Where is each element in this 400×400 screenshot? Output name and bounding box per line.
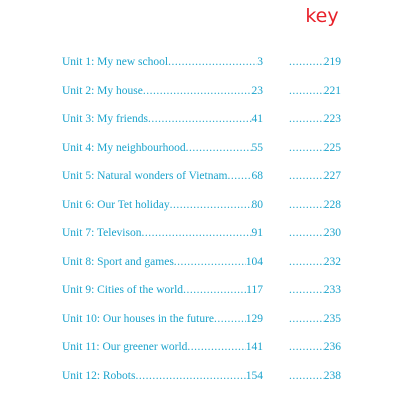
- dot-leader: [228, 166, 252, 186]
- unit-page-number: 104: [245, 255, 263, 268]
- toc-row-unit-10[interactable]: [62, 309, 352, 329]
- key-page-number: 228: [323, 198, 341, 211]
- unit-title: Unit 2: My house: [62, 84, 143, 97]
- unit-page-number: 41: [251, 113, 263, 125]
- toc-row-unit-11[interactable]: [62, 337, 352, 357]
- toc-entry: [62, 138, 263, 158]
- key-page-number: 225: [323, 141, 341, 154]
- unit-title: Unit 10: Our houses in the future: [62, 312, 215, 325]
- unit-title: Unit 8: Sport and games: [62, 255, 174, 268]
- key-entry: [289, 52, 341, 72]
- dot-leader: [289, 309, 324, 329]
- key-entry: [289, 309, 341, 329]
- dot-leader: [289, 138, 324, 158]
- key-entry: [289, 252, 341, 272]
- key-page-number: 235: [323, 312, 341, 325]
- key-page-number: 230: [323, 227, 341, 239]
- unit-page-number: 23: [251, 84, 263, 97]
- toc-entry: [62, 252, 263, 272]
- key-entry: [289, 195, 341, 215]
- toc-entry: [62, 366, 263, 386]
- key-page-number: 227: [323, 170, 341, 182]
- unit-title: Unit 1: My new school: [62, 56, 169, 68]
- key-page-number: 223: [323, 113, 341, 125]
- dot-leader: [186, 138, 252, 158]
- toc-row-unit-4[interactable]: [62, 138, 352, 158]
- key-entry: [289, 166, 341, 186]
- dot-leader: [170, 195, 252, 215]
- unit-page-number: 91: [251, 227, 263, 239]
- dot-leader: [289, 223, 324, 243]
- unit-title: Unit 4: My neighbourhood: [62, 141, 186, 154]
- key-entry: [289, 337, 341, 357]
- toc-entry: [62, 195, 263, 215]
- key-page-number: 238: [323, 369, 341, 382]
- unit-title: Unit 9: Cities of the world: [62, 284, 184, 296]
- key-page-number: 221: [323, 84, 341, 97]
- dot-leader: [289, 52, 324, 72]
- toc-row-unit-2[interactable]: [62, 81, 352, 101]
- key-page-number: 236: [323, 341, 341, 353]
- unit-page-number: 129: [245, 312, 263, 325]
- toc-entry: [62, 337, 263, 357]
- dot-leader: [289, 337, 324, 357]
- dot-leader: [289, 166, 324, 186]
- toc-row-unit-8[interactable]: [62, 252, 352, 272]
- dot-leader: [135, 366, 245, 386]
- dot-leader: [148, 109, 252, 129]
- key-page-number: 219: [323, 56, 341, 68]
- dot-leader: [183, 280, 246, 300]
- dot-leader: [289, 280, 324, 300]
- toc-entry: [62, 52, 263, 72]
- key-page-number: 233: [323, 284, 341, 296]
- unit-title: Unit 6: Our Tet holiday: [62, 198, 170, 211]
- dot-leader: [214, 309, 246, 329]
- unit-page-number: 3: [257, 56, 263, 68]
- dot-leader: [141, 223, 251, 243]
- unit-title: Unit 11: Our greener world: [62, 341, 188, 353]
- key-entry: [289, 138, 341, 158]
- dot-leader: [168, 52, 257, 72]
- unit-page-number: 80: [251, 198, 263, 211]
- toc-row-unit-7[interactable]: [62, 223, 352, 243]
- toc-entry: [62, 81, 263, 101]
- toc-row-unit-5[interactable]: [62, 166, 352, 186]
- key-entry: [289, 223, 341, 243]
- unit-page-number: 141: [245, 341, 263, 353]
- toc-entry: [62, 109, 263, 129]
- dot-leader: [289, 366, 324, 386]
- toc-row-unit-3[interactable]: [62, 109, 352, 129]
- unit-title: Unit 12: Robots: [62, 369, 136, 382]
- key-entry: [289, 366, 341, 386]
- toc-entry: [62, 309, 263, 329]
- dot-leader: [289, 109, 324, 129]
- key-entry: [289, 109, 341, 129]
- dot-leader: [143, 81, 252, 101]
- unit-title: Unit 3: My friends: [62, 113, 148, 125]
- dot-leader: [187, 337, 245, 357]
- toc-entry: [62, 280, 263, 300]
- toc-entry: [62, 223, 263, 243]
- unit-page-number: 117: [246, 284, 263, 296]
- dot-leader: [289, 252, 324, 272]
- unit-title: Unit 5: Natural wonders of Vietnam: [62, 170, 228, 182]
- toc-row-unit-12[interactable]: [62, 366, 352, 386]
- toc-row-unit-1[interactable]: [62, 52, 352, 72]
- answer-key-heading: key: [305, 5, 339, 27]
- unit-title: Unit 7: Televison: [62, 227, 142, 239]
- key-entry: [289, 81, 341, 101]
- toc-row-unit-6[interactable]: [62, 195, 352, 215]
- dot-leader: [289, 195, 324, 215]
- key-entry: [289, 280, 341, 300]
- unit-page-number: 55: [251, 141, 263, 154]
- unit-page-number: 68: [251, 170, 263, 182]
- toc-entry: [62, 166, 263, 186]
- key-page-number: 232: [323, 255, 341, 268]
- unit-page-number: 154: [245, 369, 263, 382]
- dot-leader: [289, 81, 324, 101]
- dot-leader: [174, 252, 246, 272]
- toc-row-unit-9[interactable]: [62, 280, 352, 300]
